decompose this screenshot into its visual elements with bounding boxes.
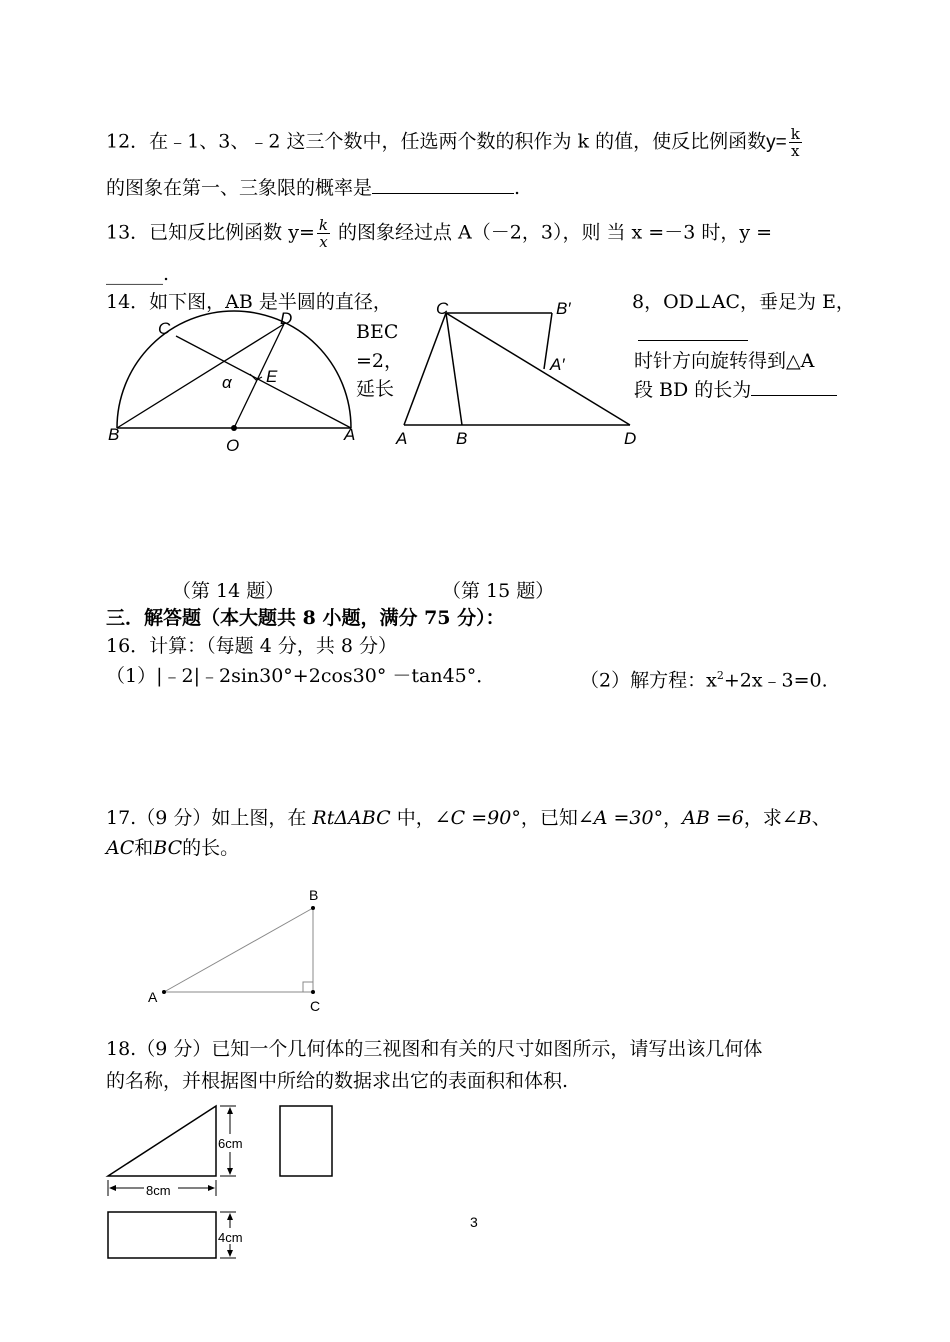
label-E: E <box>266 367 278 386</box>
figure-17 <box>140 880 340 1020</box>
label-C: C <box>158 319 171 338</box>
q14-line1-end: 8，OD⊥AC，垂足为 E， <box>632 291 855 313</box>
label-D: D <box>624 429 637 448</box>
label-C: C <box>310 998 321 1014</box>
answer-blank <box>638 322 748 341</box>
q16-part1: （1）|﹣2|﹣2sin30°+2cos30° －tan45°． <box>106 665 496 687</box>
figure-14 <box>100 300 360 460</box>
q14-fragment: 延长 <box>356 378 395 400</box>
caption-figure-15: （第 15 题） <box>442 580 555 602</box>
label-A-prime: A′ <box>550 355 565 374</box>
q18-line1: 18.（9 分）已知一个几何体的三视图和有关的尺寸如图所示，请写出该几何体 <box>106 1038 763 1060</box>
q13-line2: ______. <box>106 263 170 285</box>
label-A: A <box>148 989 158 1005</box>
q15-fragment: 段 BD 的长为 <box>634 377 837 402</box>
label-D: D <box>280 309 293 328</box>
answer-blank <box>372 175 514 194</box>
q12-function: y= $\frac{k}{x}$ <box>766 125 800 160</box>
q13-line1: 13．已知反比例函数 y= $\frac{k}{x}$ 的图象经过点 A（－2，3），则 当 x =－3 时，y = <box>106 216 773 251</box>
label-C: C <box>436 299 449 318</box>
section-heading: 三．解答题（本大题共 8 小题，满分 75 分）： <box>106 607 505 629</box>
q17-line1: 17.（9 分）如上图，在 RtΔABC 中，∠C =90°，已知∠A =30°，AB =6，求∠B、 <box>106 807 831 829</box>
dim-depth: 4cm <box>218 1230 243 1245</box>
figure-15 <box>390 296 650 456</box>
q16-part2: （2）解方程：$x^2+2x﹣3=0$. <box>580 669 828 692</box>
q14-line1: 14．如下图，AB 是半圆的直径， <box>106 291 392 313</box>
dim-width: 8cm <box>146 1183 171 1198</box>
q15-fragment: 时针方向旋转得到△A <box>634 350 815 372</box>
caption-figure-14: （第 14 题） <box>172 580 285 602</box>
label-B: B <box>309 887 319 903</box>
label-B: B <box>108 425 120 444</box>
figure-18 <box>100 1098 360 1268</box>
label-B: B <box>456 429 468 448</box>
q16-title: 16．计算：（每题 4 分，共 8 分） <box>106 635 398 657</box>
q14-fragment: BEC <box>356 321 399 343</box>
label-alpha: α <box>222 373 232 392</box>
q12-line1: 12．在﹣1、3、﹣2 这三个数中，任选两个数的积作为 k 的值，使反比例函数y= $\frac{k}{x}$ <box>106 126 804 159</box>
page-number: 3 <box>470 1214 478 1230</box>
q14-fragment: =2， <box>356 350 404 372</box>
answer-blank <box>751 377 837 396</box>
q12-line2: 的图象在第一、三象限的概率是 . <box>106 177 521 199</box>
label-A: A <box>344 425 356 444</box>
dim-height: 6cm <box>218 1136 243 1151</box>
q18-line2: 的名称，并根据图中所给的数据求出它的表面积和体积. <box>106 1070 569 1092</box>
label-A: A <box>396 429 408 448</box>
label-B-prime: B′ <box>556 299 571 318</box>
label-O: O <box>226 436 240 455</box>
q17-line2: AC和BC的长。 <box>106 837 240 859</box>
